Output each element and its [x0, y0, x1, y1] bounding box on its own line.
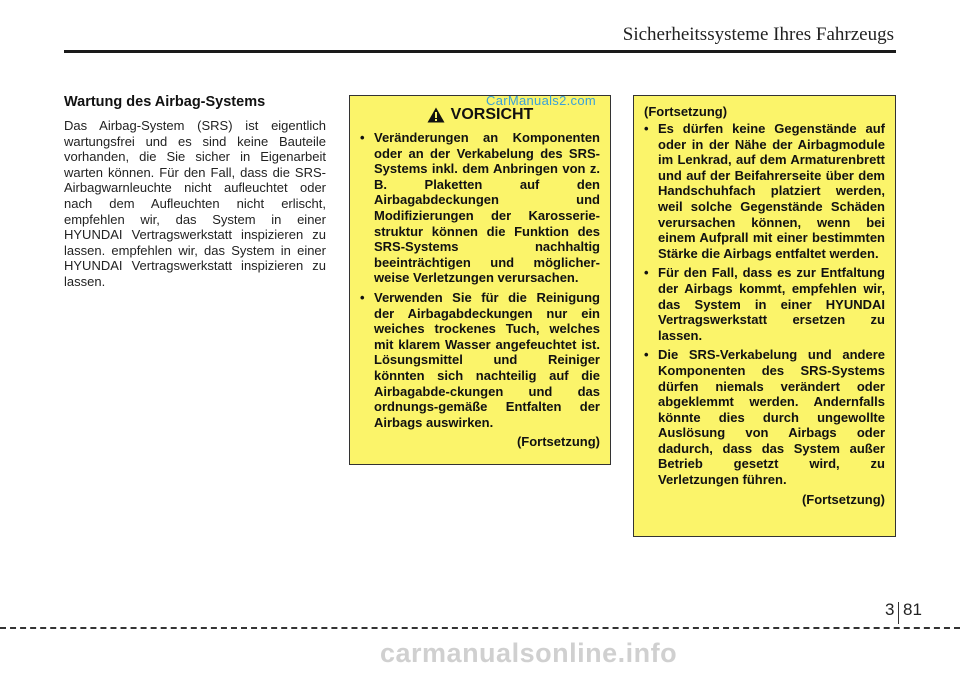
chapter-number: 3 [885, 600, 895, 619]
page-separator [898, 602, 899, 624]
section-heading: Wartung des Airbag-Systems [64, 94, 266, 110]
caution-title: VORSICHT [450, 106, 534, 123]
header-title: Sicherheitssysteme Ihres Fahrzeugs [622, 24, 894, 45]
watermark-top[interactable]: CarManuals2.com [486, 93, 596, 108]
caution-item: • Verwenden Sie für die Reinigung der Airbagabdeckungen nur ein weiches trockenes Tuch, welches mit klarem Wasser angefeuchtet ist. Lösungsmittel und Reiniger könnten sich nachteilig auf die Airbagabde-ckungen und das ordnungs-gemäße Entfalten der Airbags auswirken. [360, 290, 600, 430]
continued-label: (Fortsetzung) [801, 491, 885, 507]
footer-dashed-rule [0, 627, 960, 629]
continuation-item: • Es dürfen keine Gegenstände auf oder in der Nähe der Airbagmodule im Lenkrad, auf dem Armaturenbrett und auf der Beifahrerseite über dem Handschuhfach platziert werden, weil solche Gegenstände Schäden verursachen können, wenn bei einem Aufprall mit einer bestimmten Stärke die Airbags entfaltet werden. [644, 121, 885, 261]
continuation-item: • Die SRS-Verkabelung und andere Komponenten des SRS-Systems dürfen niemals verändert oder abgeklemmt werden. Andernfalls könnte dies durch ungewollte Auslösung von Airbags oder dadurch, dass das System außer Betrieb gesetzt wird, zu Verletzungen führen. [644, 347, 885, 487]
continuation-list [644, 121, 885, 488]
caution-item: • Veränderungen an Komponenten oder an der Verkabelung des SRS-Systems inkl. dem Anbringen von z. B. Plaketten auf den Airbagabdeckungen und Modifizierungen der Karosserie-struktur können die Funktion des SRS-Systems nachhaltig beeinträchtigen und möglicher-weise Verletzungen verursachen. [360, 130, 600, 286]
caution-box [349, 95, 611, 465]
caution-header [360, 106, 600, 124]
page-number: 81 [903, 600, 922, 619]
left-column [64, 94, 326, 290]
warning-triangle-icon [427, 107, 445, 123]
continuation-item: • Für den Fall, dass es zur Entfaltung der Airbags kommt, empfehlen wir, das System in einer HYUNDAI Vertragswerkstatt ersetzen zu lassen. [644, 265, 885, 343]
continued-label: (Fortsetzung) [516, 434, 600, 450]
header-rule [64, 50, 896, 53]
caution-list [360, 130, 600, 430]
continuation-box [633, 95, 896, 537]
watermark-bottom[interactable]: carmanualsonline.info [380, 638, 678, 668]
body-paragraph: Das Airbag-System (SRS) ist eigentlich wartungsfrei und es sind keine Bauteile vorhanden, die Sie sicher in Eigenarbeit warten können. Für den Fall, dass die SRS-Airbagwarnleuchte nicht aufleuchtet oder nach dem Aufleuchten nicht erlischt, empfehlen wir, das System in einer HYUNDAI Vertragswerkstatt inspizieren zu lassen. empfehlen wir, das System in einer HYUNDAI Vertragswerkstatt inspizieren zu lassen. [64, 118, 326, 289]
continued-heading: (Fortsetzung) [644, 104, 728, 119]
